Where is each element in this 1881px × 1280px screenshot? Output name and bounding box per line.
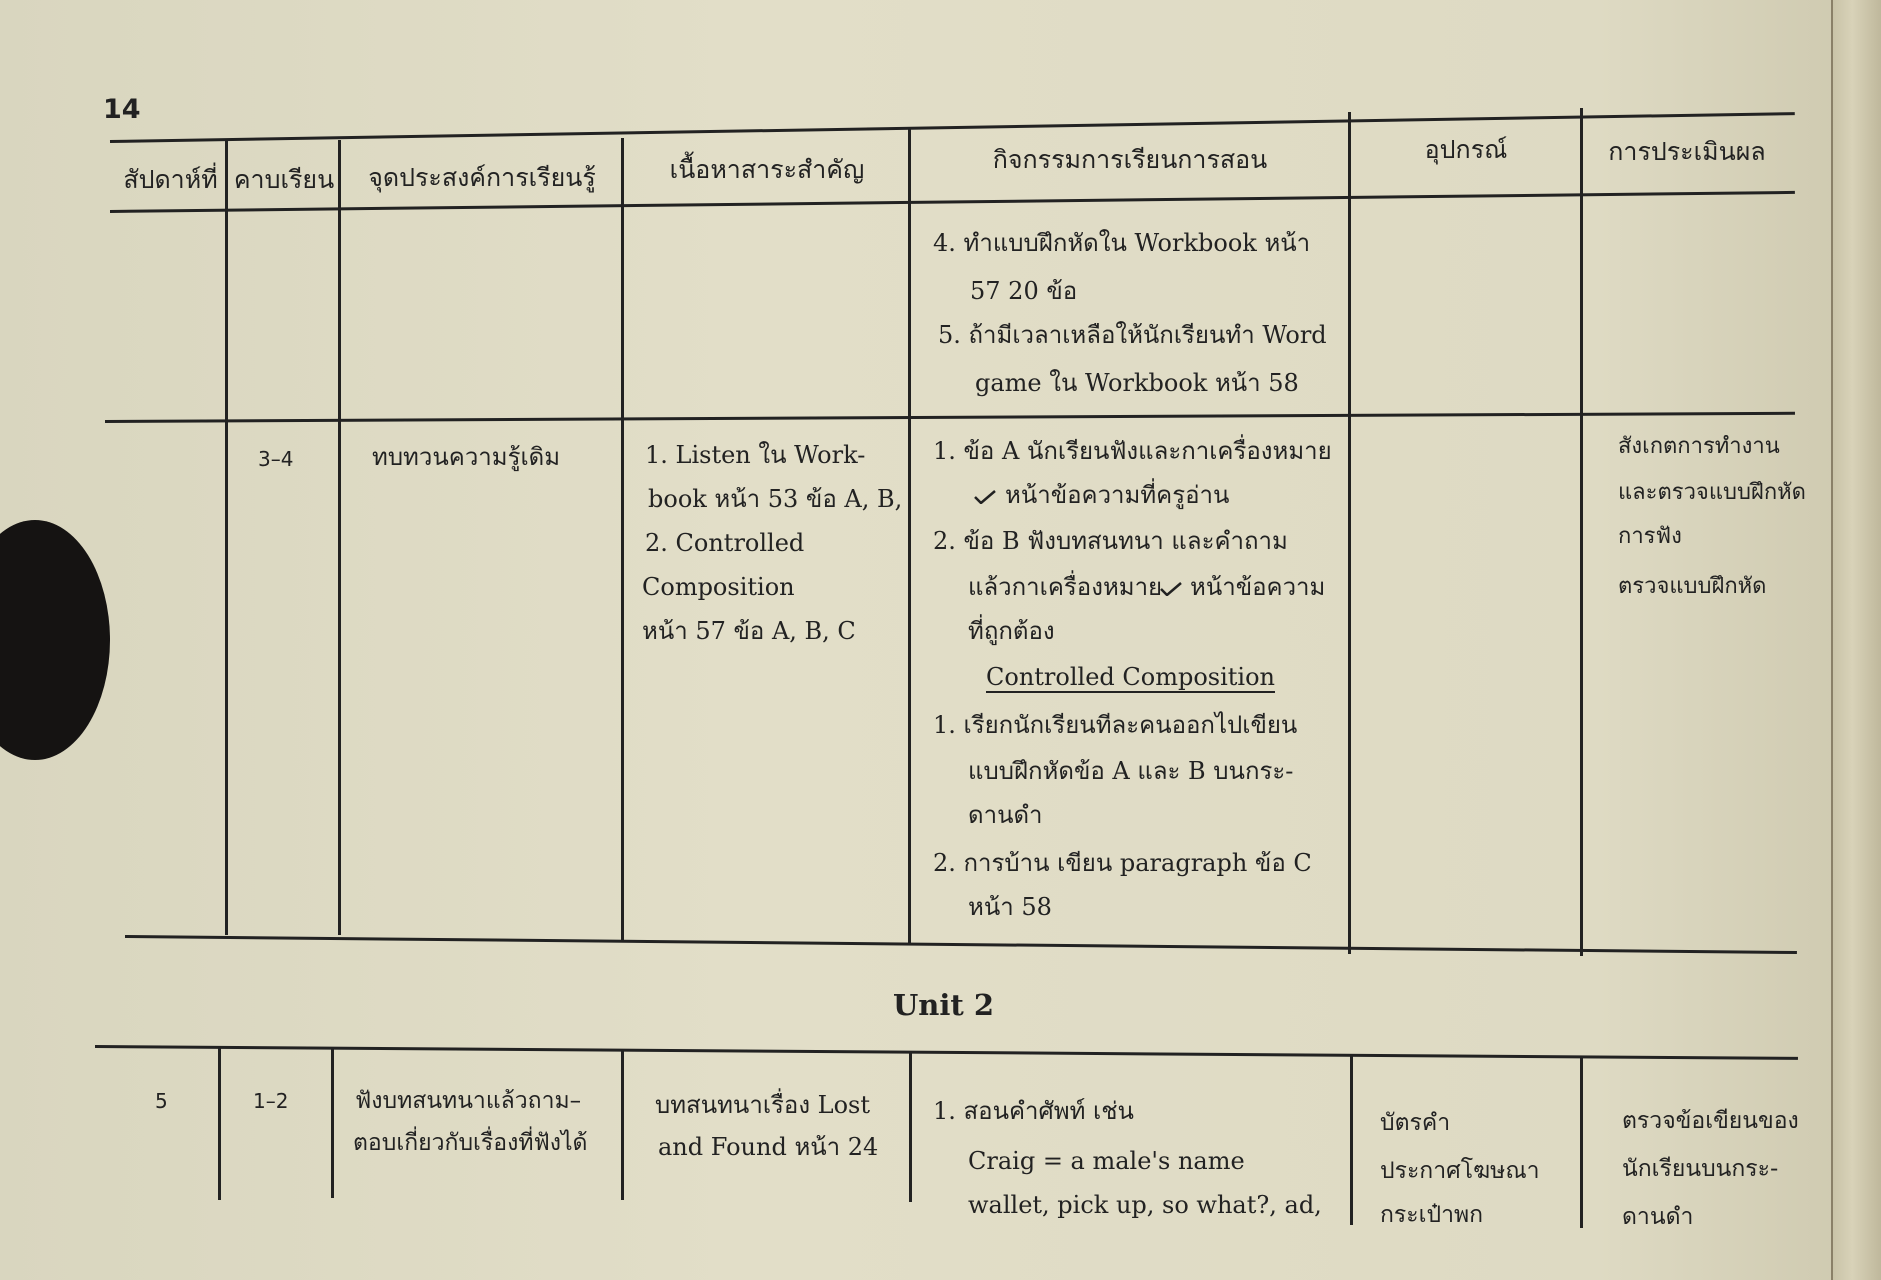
section-bottom-rule xyxy=(125,935,1797,954)
row3-content-line: and Found หน้า 24 xyxy=(658,1133,879,1161)
col-divider-4 xyxy=(908,128,911,943)
row2-activity-line: หน้า 58 xyxy=(968,893,1052,921)
row2-evaluation-line: ตรวจแบบฝึกหัด xyxy=(1618,574,1767,599)
unit2-top-rule xyxy=(95,1045,1798,1060)
row2-activity-line: ที่ถูกต้อง xyxy=(968,617,1055,645)
row1-activity-line: 4. ทำแบบฝึกหัดใน Workbook หน้า xyxy=(933,229,1311,257)
page-edge xyxy=(1831,0,1881,1280)
row1-activity-line: game ใน Workbook หน้า 58 xyxy=(975,369,1299,397)
unit2-col-divider-1 xyxy=(218,1048,221,1200)
row2-evaluation-line: และตรวจแบบฝึกหัด xyxy=(1618,480,1806,505)
header-week: สัปดาห์ที่ xyxy=(123,165,218,194)
row2-objective: ทบทวนความรู้เดิม xyxy=(372,443,561,471)
col-divider-3 xyxy=(621,138,624,940)
row-separator xyxy=(105,412,1795,423)
col-divider-1 xyxy=(225,140,228,935)
row3-objective-line: ตอบเกี่ยวกับเรื่องที่ฟังได้ xyxy=(353,1130,588,1156)
page-number: 14 xyxy=(103,94,141,125)
col-divider-6 xyxy=(1580,108,1583,956)
row2-activity-line: แบบฝึกหัดข้อ A และ B บนกระ- xyxy=(968,757,1294,785)
row1-activity-line: 5. ถ้ามีเวลาเหลือให้นักเรียนทำ Word xyxy=(938,321,1327,349)
row1-activity-line: 57 20 ข้อ xyxy=(970,277,1078,305)
row2-period: 3–4 xyxy=(258,447,294,471)
header-content: เนื้อหาสาระสำคัญ xyxy=(669,155,865,184)
row2-activity-line: 2. ข้อ B ฟังบทสนทนา และคำถาม xyxy=(933,527,1288,555)
row3-evaluation-line: นักเรียนบนกระ- xyxy=(1622,1156,1779,1182)
row3-evaluation-line: ดานดำ xyxy=(1622,1204,1694,1230)
row2-content-line: 1. Listen ใน Work- xyxy=(645,441,866,469)
row3-week: 5 xyxy=(155,1089,168,1113)
row2-activity-line: ดานดำ xyxy=(968,801,1043,829)
row2-activity-subheading: Controlled Composition xyxy=(986,663,1275,691)
row2-activity-line: 2. การบ้าน เขียน paragraph ข้อ C xyxy=(933,849,1312,877)
row2-activity-line: 1. ข้อ A นักเรียนฟังและกาเครื่องหมาย xyxy=(933,437,1332,465)
row2-evaluation-line: การฟัง xyxy=(1618,524,1682,549)
unit2-col-divider-5 xyxy=(1350,1055,1353,1225)
header-materials: อุปกรณ์ xyxy=(1424,135,1508,164)
unit2-col-divider-4 xyxy=(909,1052,912,1202)
col-divider-2 xyxy=(338,140,341,935)
row2-content-line: book หน้า 53 ข้อ A, B, xyxy=(648,485,903,513)
col-divider-5 xyxy=(1348,112,1351,954)
header-period: คาบเรียน xyxy=(233,165,335,194)
row2-evaluation-line: สังเกตการทำงาน xyxy=(1618,434,1780,459)
row2-content-line: หน้า 57 ข้อ A, B, C xyxy=(642,617,856,645)
unit2-col-divider-6 xyxy=(1580,1058,1583,1228)
unit2-col-divider-2 xyxy=(331,1048,334,1198)
row2-activity-line: หน้าข้อความที่ครูอ่าน xyxy=(1005,481,1230,509)
row2-activity-line: หน้าข้อความ xyxy=(1190,573,1326,601)
row3-activity-line: Craig = a male's name xyxy=(968,1147,1245,1175)
unit-title: Unit 2 xyxy=(893,988,995,1022)
row3-materials-line: ประกาศโฆษณา xyxy=(1380,1158,1540,1184)
row2-activity-line: 1. เรียกนักเรียนทีละคนออกไปเขียน xyxy=(933,711,1298,739)
row3-objective-line: ฟังบทสนทนาแล้วถาม– xyxy=(355,1088,582,1114)
row3-activity-line: 1. สอนคำศัพท์ เช่น xyxy=(933,1097,1134,1125)
row3-period: 1–2 xyxy=(253,1089,289,1113)
row2-content-line: Composition xyxy=(642,573,795,601)
binder-hole xyxy=(0,520,110,760)
row2-content-line: 2. Controlled xyxy=(645,529,805,557)
row3-content-line: บทสนทนาเรื่อง Lost xyxy=(655,1091,871,1119)
header-objectives: จุดประสงค์การเรียนรู้ xyxy=(368,163,596,192)
row2-activity-line: แล้วกาเครื่องหมาย xyxy=(968,573,1163,601)
row3-materials-line: บัตรคำ xyxy=(1380,1110,1451,1136)
check-mark-icon xyxy=(1160,582,1182,596)
header-evaluation: การประเมินผล xyxy=(1608,137,1766,166)
row3-evaluation-line: ตรวจข้อเขียนของ xyxy=(1622,1108,1799,1134)
check-mark-icon xyxy=(974,490,996,504)
row3-materials-line: กระเป๋าพก xyxy=(1380,1202,1484,1228)
unit2-col-divider-3 xyxy=(621,1050,624,1200)
header-activities: กิจกรรมการเรียนการสอน xyxy=(992,145,1268,174)
row3-activity-line: wallet, pick up, so what?, ad, xyxy=(968,1191,1322,1219)
